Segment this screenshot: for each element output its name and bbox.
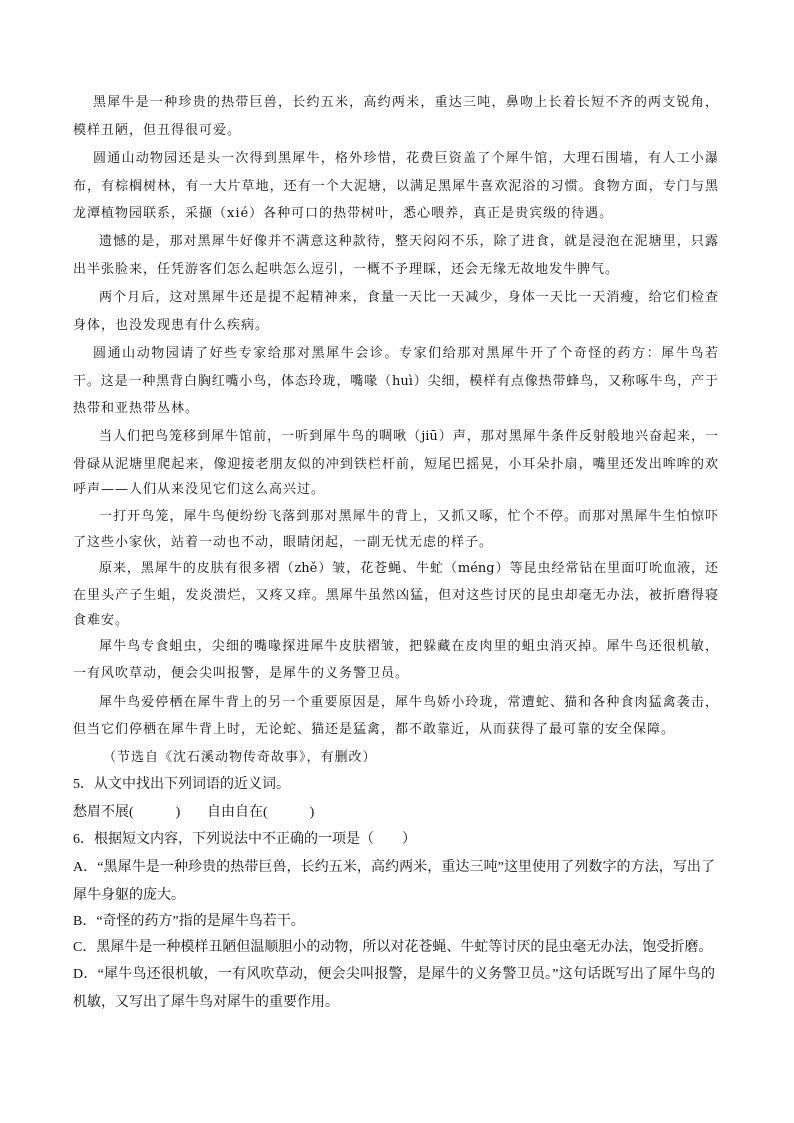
bracket-open: ( xyxy=(129,805,134,820)
passage-line: 呼声——人们从来没见它们这么高兴过。 xyxy=(73,482,326,497)
passage-line: 但当它们停栖在犀牛背上时，无论蛇、猫还是猛禽，都不敢靠近，从而获得了最可靠的安全保障。 xyxy=(73,722,676,737)
passage-line: 遗憾的是，那对黑犀牛好像并不满意这种款待，整天闷闷不乐，除了进食，就是浸泡在泥塘里，只露 xyxy=(99,234,718,249)
synonym-item xyxy=(207,803,314,823)
option-line: B．“奇怪的药方”指的是犀牛鸟若干。 xyxy=(73,914,305,929)
passage-line: 骨碌从泥塘里爬起来，像迎接老朋友似的冲到铁栏杆前，短尾巴摇晃，小耳朵扑扇，嘴里还发出哞哞的欢 xyxy=(73,457,718,472)
passage-line: 干。这是一种黑背白胸红嘴小鸟，体态玲珑，嘴喙（huì）尖细，模样有点像热带蜂鸟，又称啄牛鸟，产于 xyxy=(73,374,718,389)
option-line: 机敏，又写出了犀牛鸟对犀牛的重要作用。 xyxy=(73,995,339,1010)
passage-line: 食难安。 xyxy=(73,613,130,628)
passage-line: 在里头产子生蛆，发炎溃烂，又疼又痒。黑犀牛虽然凶猛，但对这些讨厌的昆虫却毫无办法，被折磨得寝 xyxy=(73,588,718,603)
passage-line: 圆通山动物园请了好些专家给那对黑犀牛会诊。专家们给那对黑犀牛开了个奇怪的药方：犀牛鸟若 xyxy=(93,346,718,361)
passage-source: （节选自《沈石溪动物传奇故事》，有删改） xyxy=(103,750,377,765)
passage-line: 两个月后，这对黑犀牛还是提不起精神来，食量一天比一天减少，身体一天比一天消瘦，给它们检查 xyxy=(99,290,718,305)
passage-line: 当人们把鸟笼移到犀牛馆前，一听到犀牛鸟的啁啾（jiū）声，那对黑犀牛条件反射般地兴奋起来，一 xyxy=(99,429,718,444)
synonym-word: 自由自在 xyxy=(207,805,263,820)
bracket-close: ) xyxy=(309,805,315,820)
passage-line: 犀牛鸟爱停栖在犀牛背上的另一个重要原因是，犀牛鸟娇小玲珑，常遭蛇、猫和各种食肉猛禽袭击， xyxy=(99,695,718,710)
passage-line: 布，有棕榈树林，有一大片草地，还有一个大泥塘，以满足黑犀牛喜欢泥浴的习惯。食物方面，专门与黑 xyxy=(73,179,718,194)
passage-line: 一有风吹草动，便会尖叫报警，是犀牛的义务警卫员。 xyxy=(73,666,410,681)
passage-line: 一打开鸟笼，犀牛鸟便纷纷飞落到那对黑犀牛的背上，又抓又啄，忙个不停。而那对黑犀牛生怕惊吓 xyxy=(99,509,718,524)
option-line: 犀牛身躯的庞大。 xyxy=(73,888,185,903)
option-line: D．“犀牛鸟还很机敏，一有风吹草动，便会尖叫报警，是犀牛的义务警卫员。”这句话既写出了犀牛鸟的 xyxy=(73,967,715,982)
synonym-item xyxy=(73,803,180,823)
question-prompt: 5．从文中找出下列词语的近义词。 xyxy=(73,777,290,792)
passage-line: 身体，也没发现患有什么疾病。 xyxy=(73,318,270,333)
passage-line: 模样丑陋，但丑得很可爱。 xyxy=(73,123,242,138)
passage-line: 黑犀牛是一种珍贵的热带巨兽，长约五米，高约两米，重达三吨，鼻吻上长着长短不齐的两支锐角， xyxy=(93,95,718,110)
bracket-open: ( xyxy=(263,805,268,820)
option-line: C．黑犀牛是一种模样丑陋但温顺胆小的动物，所以对花苍蝇、牛虻等讨厌的昆虫毫无办法，饱受折磨。 xyxy=(73,940,713,955)
question-prompt: 6．根据短文内容，下列说法中不正确的一项是（ ） xyxy=(73,832,416,847)
passage-line: 圆通山动物园还是头一次得到黑犀牛，格外珍惜，花费巨资盖了个犀牛馆，大理石围墙，有人工小瀑 xyxy=(93,151,718,166)
synonym-word: 愁眉不展 xyxy=(73,805,129,820)
passage-line: 原来，黑犀牛的皮肤有很多褶（zhě）皱，花苍蝇、牛虻（méng）等昆虫经常钻在里面叮吮血液，还 xyxy=(99,561,718,576)
passage-line: 了这些小家伙，站着一动也不动，眼睛闭起，一副无忧无虑的样子。 xyxy=(73,535,494,550)
option-line: A．“黑犀牛是一种珍贵的热带巨兽，长约五米，高约两米，重达三吨”这里使用了列数字的方法，写出了 xyxy=(73,860,715,875)
bracket-close: ) xyxy=(175,805,181,820)
passage-line: 出半张脸来，任凭游客们怎么起哄怎么逗引，一概不予理睬，还会无缘无故地发牛脾气。 xyxy=(73,262,620,277)
passage-line: 龙潭植物园联系，采撷（xié）各种可口的热带树叶，悉心喂养，真正是贵宾级的待遇。 xyxy=(73,206,614,221)
passage-line: 犀牛鸟专食蛆虫，尖细的嘴喙探进犀牛皮肤褶皱，把躲藏在皮肉里的蛆虫消灭掉。犀牛鸟还很机敏， xyxy=(99,639,718,654)
passage-line: 热带和亚热带丛林。 xyxy=(73,401,200,416)
